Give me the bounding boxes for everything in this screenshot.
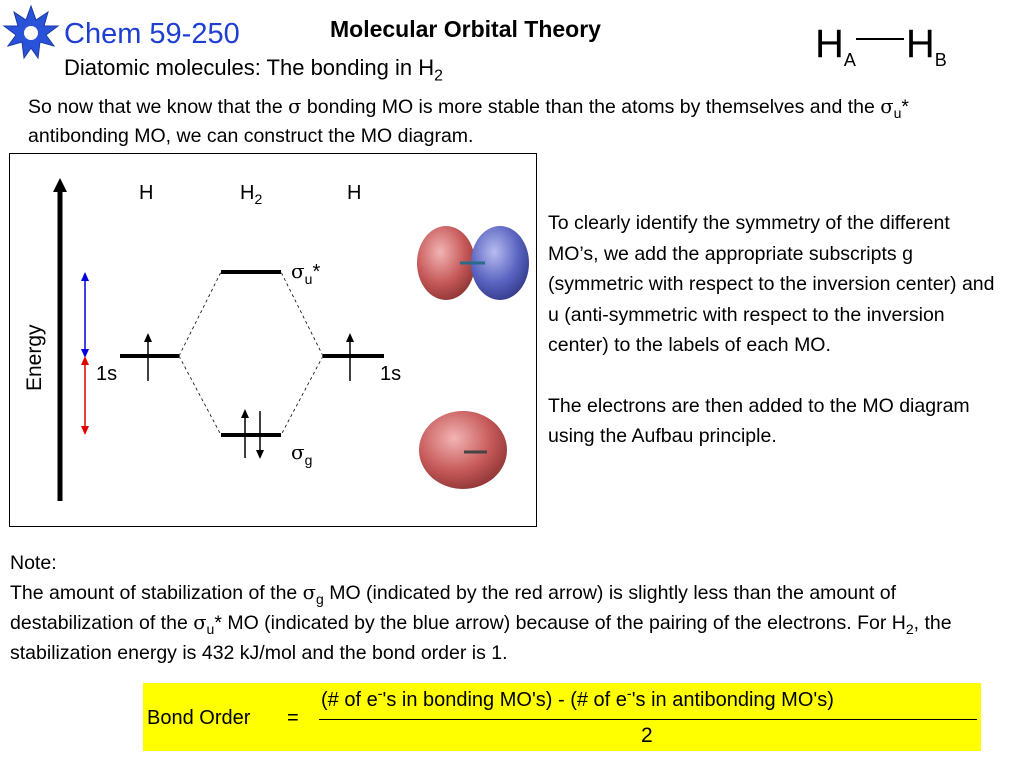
fraction-bar (319, 719, 977, 720)
ao-label-right: 1s (380, 363, 402, 385)
ao-label-left: 1s (96, 363, 118, 385)
bond-line (856, 38, 904, 40)
bonding-up-arrowhead (241, 409, 249, 418)
maple-leaf-logo-icon (2, 4, 60, 62)
note-section (10, 548, 1015, 668)
symmetry-explanation (548, 208, 998, 482)
red-arrowhead-up (81, 356, 89, 365)
note-body: The amount of stabilization of the $\sigma_g$ MO (indicated by the red arrow) is slightly less than the amount of destabilization of the $\sigma_u*$ MO (indicated by the blue arrow) because of the pairing of the electrons. For $H_2$, the stabilization energy is 432 kJ/mol and the bond order is 1. (10, 581, 952, 664)
spin-up-arrowhead-right (346, 333, 354, 342)
course-title: Chem 59-250 (64, 18, 240, 50)
spin-up-arrowhead-left (144, 333, 152, 342)
column-label-h2: $H_2$ (240, 182, 263, 207)
column-label-h-left: H (139, 182, 154, 204)
page-subtitle: Diatomic molecules: The bonding in $H_2$ (64, 55, 443, 85)
equation-equals: = (287, 707, 299, 729)
bond-order-equation (143, 683, 981, 751)
h2-molecule-label: $H_A$ $H_B$ (815, 22, 947, 70)
aufbau-paragraph: The electrons are then added to the MO diagram using the Aufbau principle. (548, 394, 970, 447)
red-arrowhead-down (81, 426, 89, 435)
mo-label-sigma-u-star: $\sigma_u*$ (291, 259, 321, 287)
correlation-lines (179, 272, 323, 435)
bonding-down-arrowhead (256, 450, 264, 459)
energy-axis-arrowhead (53, 178, 67, 192)
mo-diagram (9, 153, 537, 527)
bonding-orbital-image (419, 411, 507, 489)
blue-arrowhead-up (81, 272, 89, 281)
page-title: Molecular Orbital Theory (330, 16, 601, 42)
antibonding-orbital-image (417, 226, 529, 300)
mo-label-sigma-g: $\sigma_g$ (291, 440, 313, 468)
equation-numerator: (# of e-'s in bonding MO's) - (# of e-'s in antibonding MO's) (321, 686, 834, 711)
symmetry-paragraph: To clearly identify the symmetry of the different MO’s, we add the appropriate subscripts g (symmetric with respect to the inversion center) and u (anti-symmetric with respect to the inversion center) to the labels of each MO. (548, 212, 995, 356)
equation-denominator: 2 (641, 724, 653, 747)
note-label: Note: (10, 552, 57, 574)
equation-lhs: Bond Order (147, 707, 251, 729)
column-label-h-right: H (347, 182, 362, 204)
intro-paragraph: So now that we know that the σ bonding MO is more stable than the atoms by themselves and the $\sigma_u*$ antibonding MO, we can construct the MO diagram. (28, 95, 909, 147)
energy-axis-label: Energy (23, 324, 46, 391)
